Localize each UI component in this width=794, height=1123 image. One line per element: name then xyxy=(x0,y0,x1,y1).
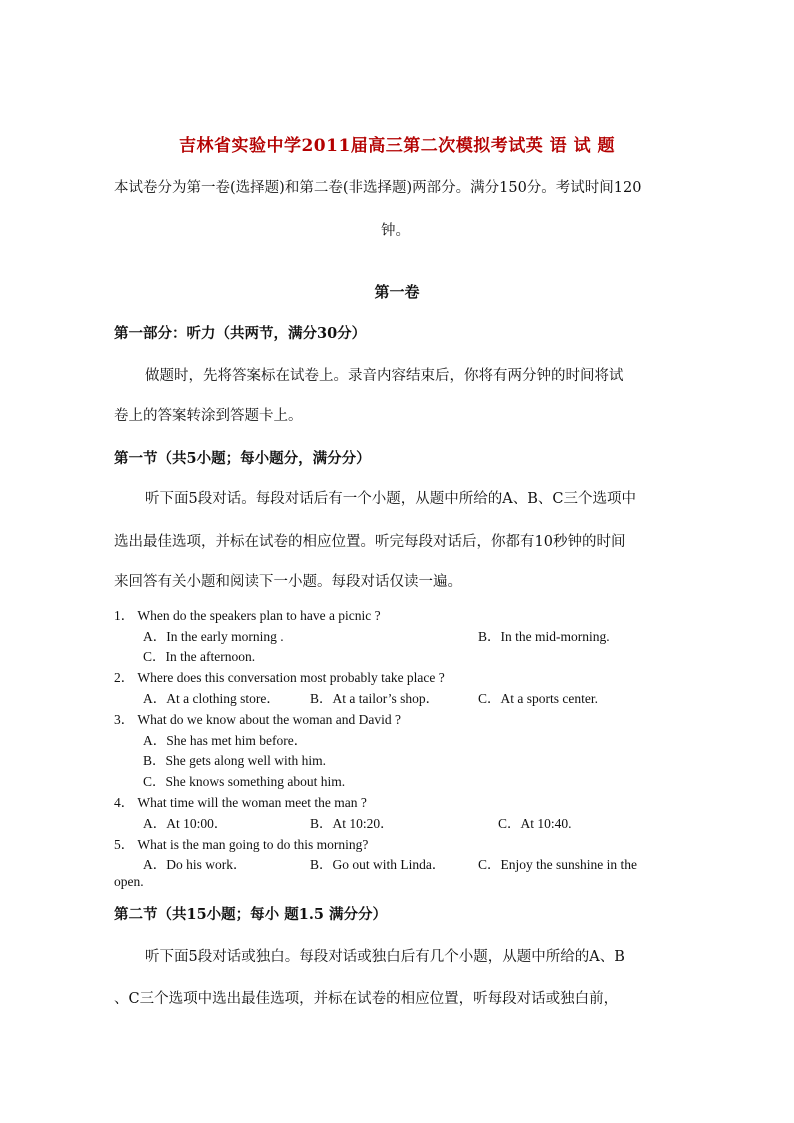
question-4-option-a: A．At 10:00． xyxy=(143,816,228,831)
section2-heading: 第二节（共15小题；每小 题1.5 满分分） xyxy=(114,906,387,923)
question-1: 1． When do the speakers plan to have a picnic ? xyxy=(114,608,381,623)
question-5: 5． What is the man going to do this morning? xyxy=(114,837,369,852)
question-2-option-c: C．At a sports center. xyxy=(478,691,598,706)
question-2: 2． Where does this conversation most probably take place ? xyxy=(114,670,445,685)
question-3-option-a: A．She has met him before． xyxy=(143,733,308,748)
section1-instruction-line-3: 来回答有关小题和阅读下一小题。每段对话仅读一遍。 xyxy=(114,574,462,590)
question-1-option-b: B．In the mid-morning. xyxy=(478,629,610,644)
question-1-option-c: C．In the afternoon. xyxy=(143,649,256,664)
section2-instruction-line-2: 、C三个选项中选出最佳选项，并标在试卷的相应位置，听每段对话或独白前， xyxy=(114,991,619,1007)
intro-line-2: 钟。 xyxy=(381,223,410,239)
question-4: 4． What time will the woman meet the man ? xyxy=(114,795,367,810)
intro-line-1: 本试卷分为第一卷(选择题)和第二卷(非选择题)两部分。满分150分。考试时间120 xyxy=(114,180,642,196)
part1-instruction-line-2: 卷上的答案转涂到答题卡上。 xyxy=(114,408,303,424)
question-5-option-b: B．Go out with Linda． xyxy=(310,857,446,872)
question-5-option-c: C．Enjoy the sunshine in the xyxy=(478,857,637,872)
section2-instruction-line-1: 听下面5段对话或独白。每段对话或独白后有几个小题，从题中所给的A、B xyxy=(145,949,625,965)
section1-instruction-line-2: 选出最佳选项，并标在试卷的相应位置。听完每段对话后，你都有10秒钟的时间 xyxy=(114,534,626,550)
section1-heading: 第一节（共5小题；每小题分，满分分） xyxy=(114,450,371,467)
volume-title: 第一卷 xyxy=(374,283,420,301)
question-4-option-b: B．At 10:20． xyxy=(310,816,394,831)
part1-heading: 第一部分：听力（共两节，满分30分） xyxy=(114,325,367,342)
question-4-option-c: C．At 10:40. xyxy=(498,816,572,831)
question-5-option-a: A．Do his work． xyxy=(143,857,247,872)
question-2-option-a: A．At a clothing store． xyxy=(143,691,280,706)
question-3-option-c: C．She knows something about him. xyxy=(143,774,346,789)
question-2-option-b: B．At a tailor’s shop． xyxy=(310,691,440,706)
question-3: 3． What do we know about the woman and David ? xyxy=(114,712,401,727)
part1-instruction-line-1: 做题时，先将答案标在试卷上。录音内容结束后，你将有两分钟的时间将试 xyxy=(145,368,624,384)
question-3-option-b: B．She gets along well with him. xyxy=(143,753,326,768)
question-1-option-a: A．In the early morning . xyxy=(143,629,284,644)
exam-title: 吉林省实验中学2011届高三第二次模拟考试英 语 试 题 xyxy=(178,136,616,156)
question-5-option-c-continued: open. xyxy=(114,874,144,889)
section1-instruction-line-1: 听下面5段对话。每段对话后有一个小题，从题中所给的A、B、C三个选项中 xyxy=(145,491,636,507)
